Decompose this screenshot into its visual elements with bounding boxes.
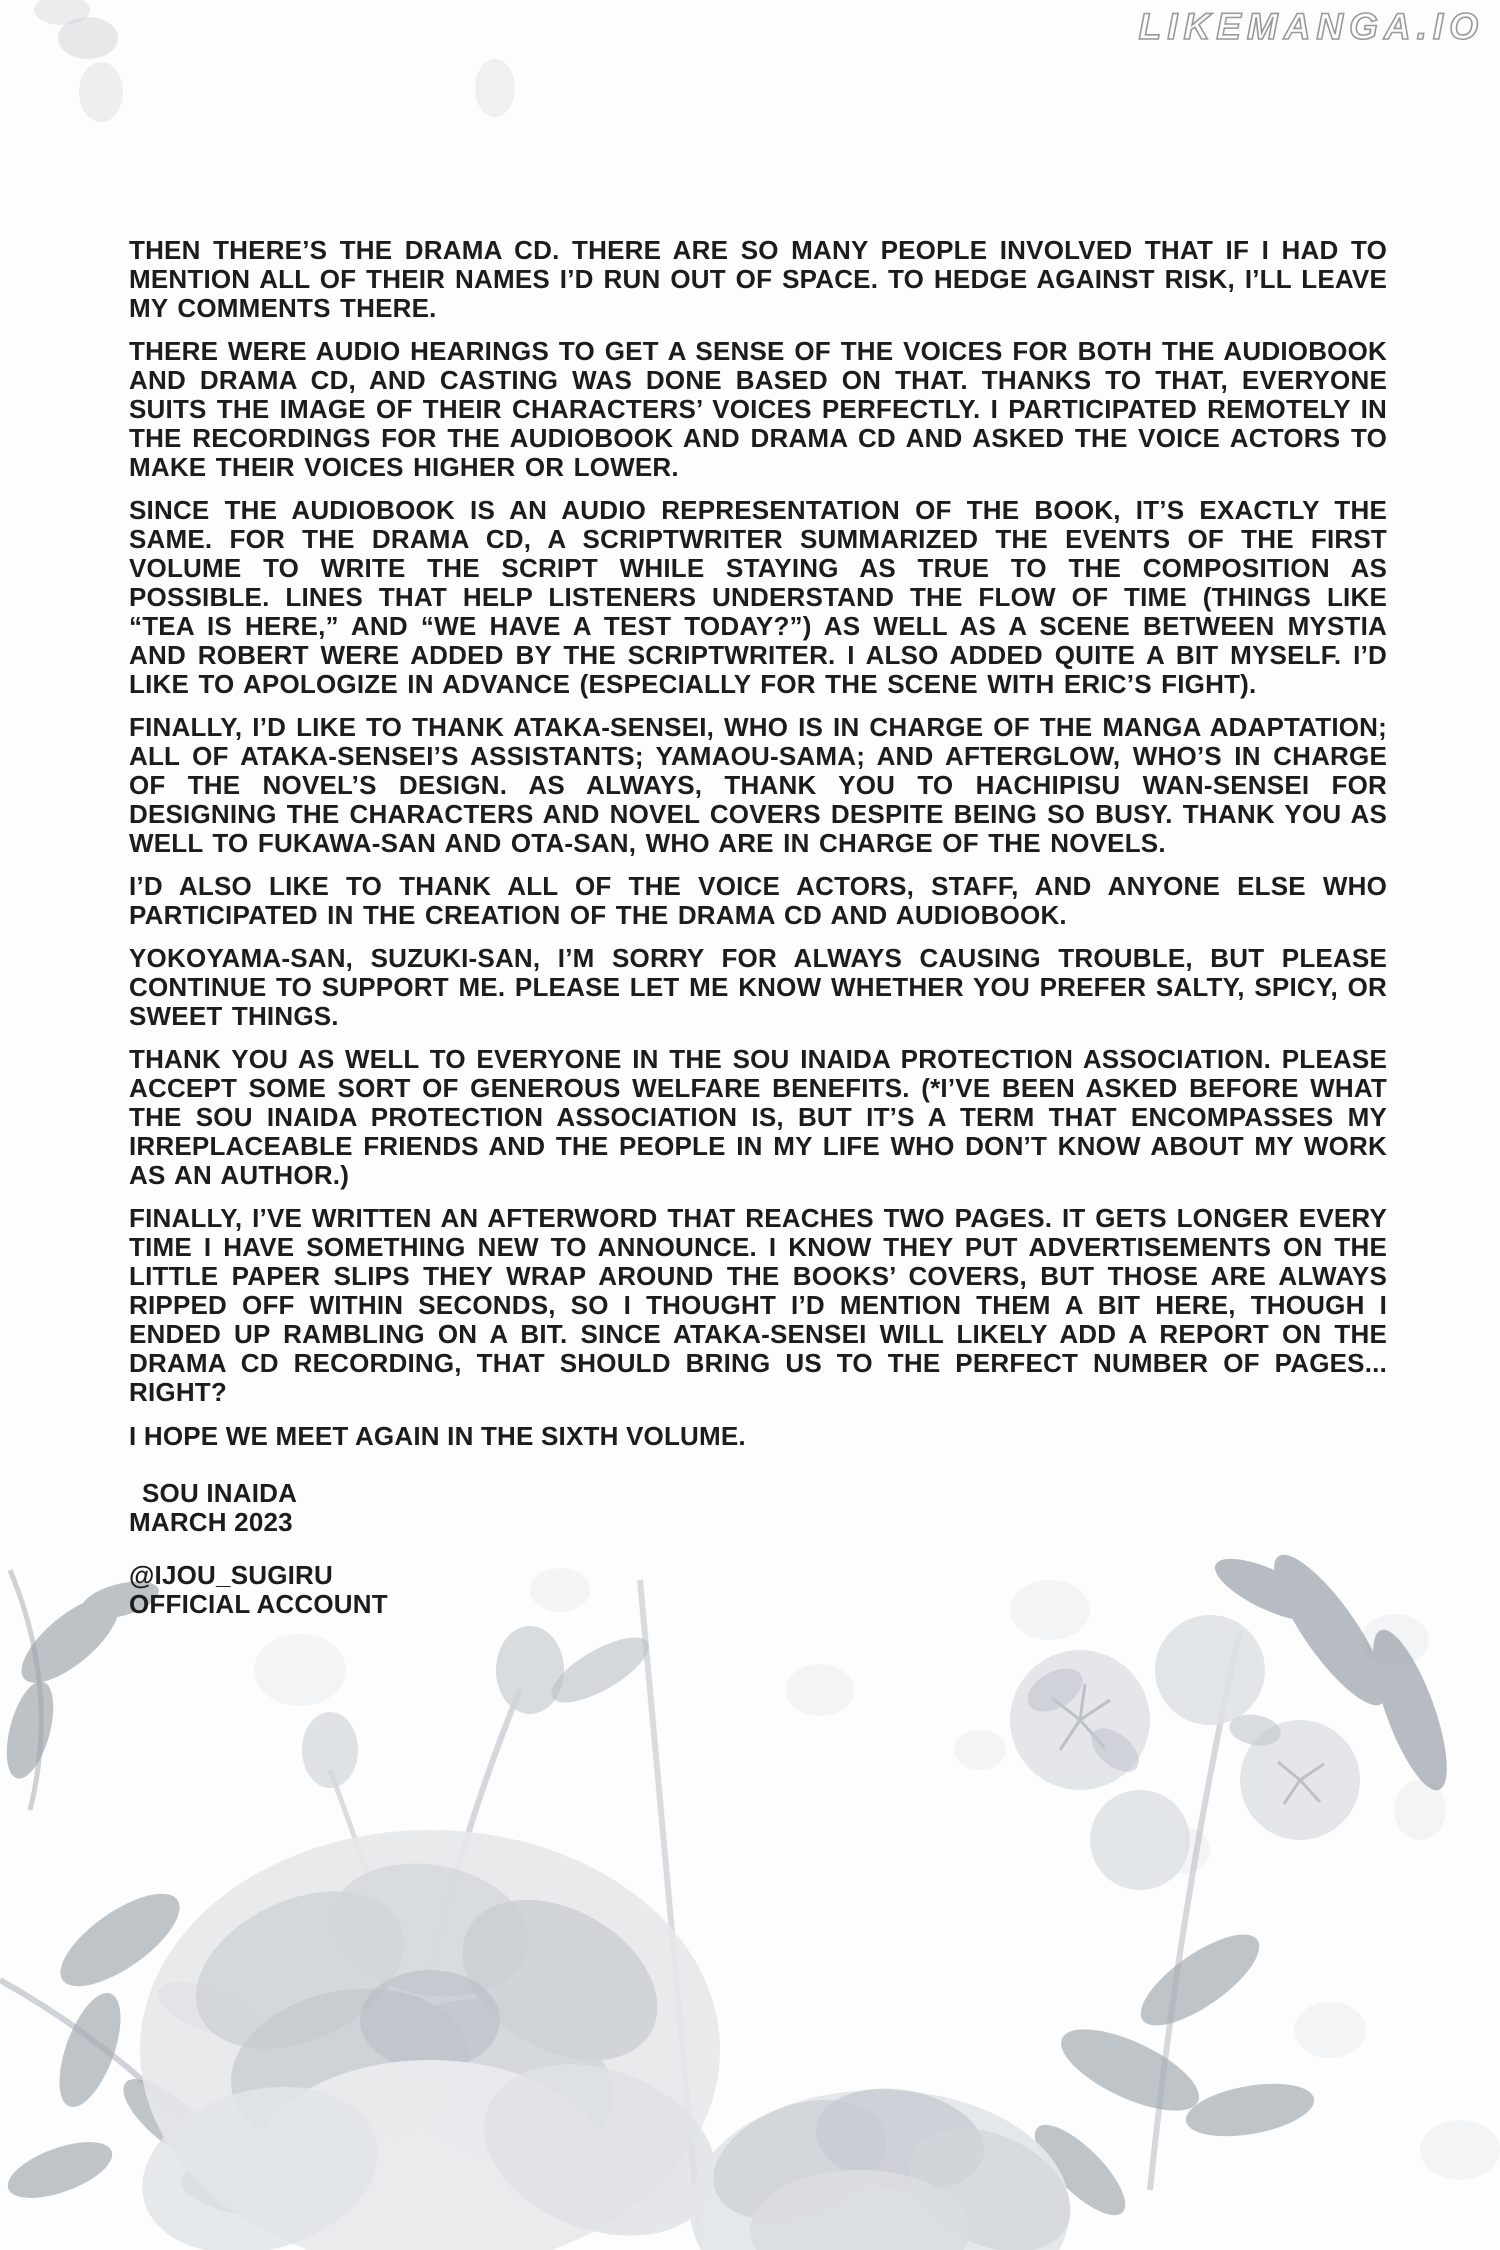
afterword-text-column (129, 236, 1387, 1619)
signature-date: MARCH 2023 (129, 1507, 293, 1537)
afterword-paragraph: FINALLY, I’VE WRITTEN AN AFTERWORD THAT REACHES TWO PAGES. IT GETS LONGER EVERY TIME I HAVE SOMETHING NEW TO ANNOUNCE. I KNOW THEY PUT ADVERTISEMENTS ON THE LITTLE PAPER SLIPS THEY WRAP AROUND THE BOOKS’ COVERS, BUT THOSE ARE ALWAYS RIPPED OFF WITHIN SECONDS, SO I THOUGHT I’D MENTION THEM A BIT HERE, THOUGH I ENDED UP RAMBLING ON A BIT. SINCE ATAKA-SENSEI WILL LIKELY ADD A REPORT ON THE DRAMA CD RECORDING, THAT SHOULD BRING US TO THE PERFECT NUMBER OF PAGES... RIGHT? (129, 1203, 1387, 1407)
afterword-paragraph: I’D ALSO LIKE TO THANK ALL OF THE VOICE ACTORS, STAFF, AND ANYONE ELSE WHO PARTICIPATED IN THE CREATION OF THE DRAMA CD AND AUDIOBOOK. (129, 871, 1387, 930)
flower-bud (302, 1712, 358, 1788)
twitter-handle: @IJOU_SUGIRU (129, 1560, 334, 1590)
small-flowers (1010, 1615, 1360, 1890)
flower-illustration (0, 1550, 1500, 2250)
top-petal-decoration (0, 0, 600, 160)
afterword-paragraph: THERE WERE AUDIO HEARINGS TO GET A SENSE OF THE VOICES FOR BOTH THE AUDIOBOOK AND DRAMA CD, AND CASTING WAS DONE BASED ON THAT. THANKS TO THAT, EVERYONE SUITS THE IMAGE OF THEIR CHARACTERS’ VOICES PERFECTLY. I PARTICIPATED REMOTELY IN THE RECORDINGS FOR THE AUDIOBOOK AND DRAMA CD AND ASKED THE VOICE ACTORS TO MAKE THEIR VOICES HIGHER OR LOWER. (129, 336, 1387, 482)
small-peony (690, 2076, 1090, 2250)
right-lower-leaves (1022, 1919, 1318, 2228)
likemanga-watermark: LIKEMANGA.IO (1138, 6, 1484, 47)
closing-line: I HOPE WE MEET AGAIN IN THE SIXTH VOLUME. (129, 1421, 746, 1451)
afterword-paragraph: YOKOYAMA-SAN, SUZUKI-SAN, I’M SORRY FOR ALWAYS CAUSING TROUBLE, BUT PLEASE CONTINUE TO SUPPORT ME. PLEASE LET ME KNOW WHETHER YOU PREFER SALTY, SPICY, OR SWEET THINGS. (129, 943, 1387, 1031)
afterword-paragraph: SINCE THE AUDIOBOOK IS AN AUDIO REPRESENTATION OF THE BOOK, IT’S EXACTLY THE SAME. FOR THE DRAMA CD, A SCRIPTWRITER SUMMARIZED THE EVENTS OF THE FIRST VOLUME TO WRITE THE SCRIPT WHILE STAYING AS TRUE TO THE COMPOSITION AS POSSIBLE. LINES THAT HELP LISTENERS UNDERSTAND THE FLOW OF TIME (THINGS LIKE “TEA IS HERE,” AND “WE HAVE A TEST TODAY?”) AS WELL AS A SCENE BETWEEN MYSTIA AND ROBERT WERE ADDED BY THE SCRIPTWRITER. I ALSO ADDED QUITE A BIT MYSELF. I’D LIKE TO APOLOGIZE IN ADVANCE (ESPECIALLY FOR THE SCENE WITH ERIC’S FIGHT). (129, 495, 1387, 699)
afterword-paragraph: FINALLY, I’D LIKE TO THANK ATAKA-SENSEI, WHO IS IN CHARGE OF THE MANGA ADAPTATION; ALL OF ATAKA-SENSEI’S ASSISTANTS; YAMAOU-SAMA; AND AFTERGLOW, WHO’S IN CHARGE OF THE NOVEL’S DESIGN. AS ALWAYS, THANK YOU TO HACHIPISU WAN-SENSEI FOR DESIGNING THE CHARACTERS AND NOVEL COVERS DESPITE BEING SO BUSY. THANK YOU AS WELL TO FUKAWA-SAN AND OTA-SAN, WHO ARE IN CHARGE OF THE NOVELS. (129, 712, 1387, 858)
official-account-label: OFFICIAL ACCOUNT (129, 1589, 388, 1619)
afterword-paragraph: THANK YOU AS WELL TO EVERYONE IN THE SOU INAIDA PROTECTION ASSOCIATION. PLEASE ACCEPT SOME SORT OF GENEROUS WELFARE BENEFITS. (*I’VE BEEN ASKED BEFORE WHAT THE SOU INAIDA PROTECTION ASSOCIATION IS, BUT IT’S A TERM THAT ENCOMPASSES MY IRREPLACEABLE FRIENDS AND THE PEOPLE IN MY LIFE WHO DON’T KNOW ABOUT MY WORK AS AN AUTHOR.) (129, 1044, 1387, 1190)
flower-bud (496, 1626, 564, 1714)
author-name: SOU INAIDA (142, 1478, 298, 1508)
large-peony (123, 1830, 740, 2250)
afterword-paragraph: THEN THERE’S THE DRAMA CD. THERE ARE SO MANY PEOPLE INVOLVED THAT IF I HAD TO MENTION ALL OF THEIR NAMES I’D RUN OUT OF SPACE. TO HEDGE AGAINST RISK, I’LL LEAVE MY COMMENTS THERE. (129, 235, 1387, 323)
